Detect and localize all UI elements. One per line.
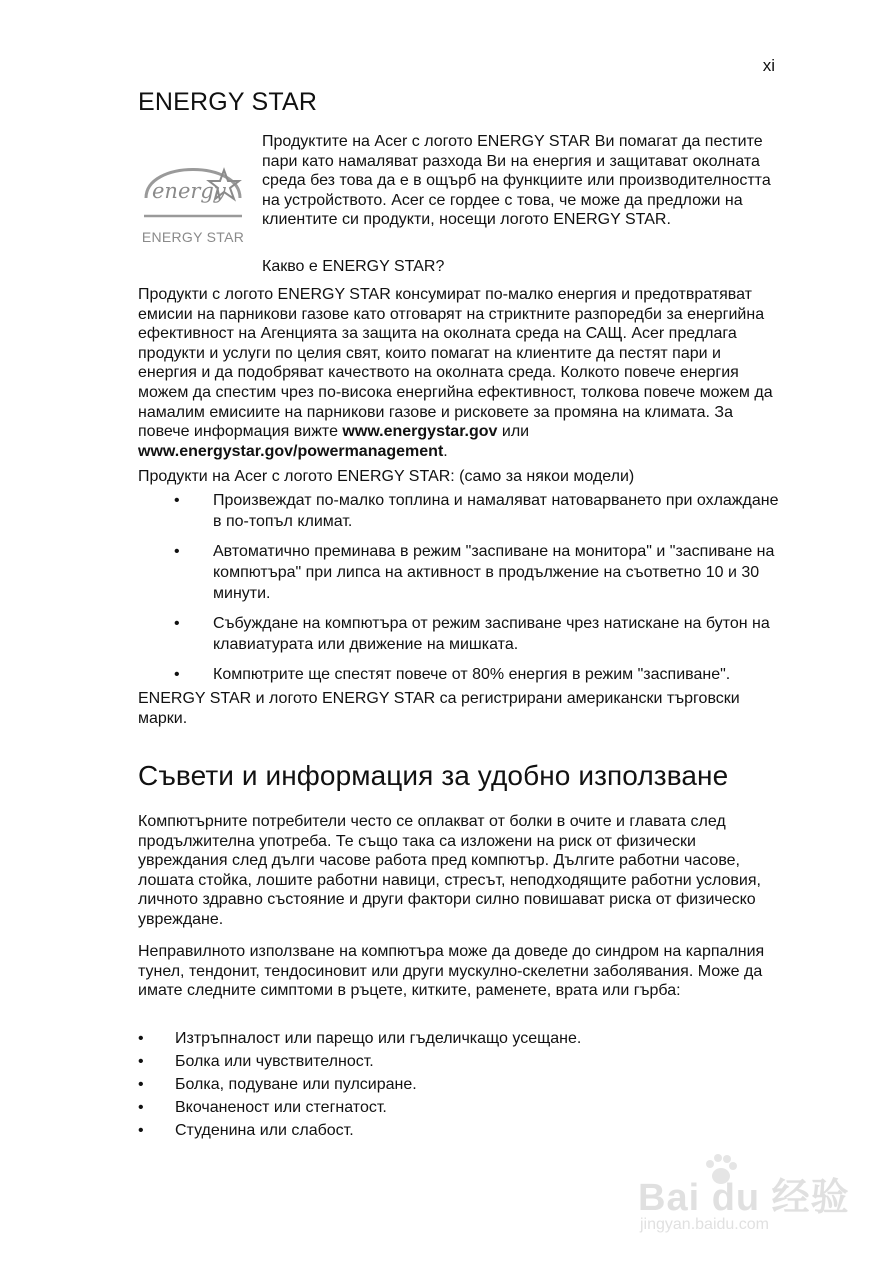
energy-star-question: Какво е ENERGY STAR? <box>262 258 445 275</box>
logo-script-text: energy <box>152 179 226 203</box>
list-item: • Автоматично преминава в режим "заспиване на монитора" и "заспиване на компютъра" при липса на активност в продължение на съответно 10 и 30 минути. <box>174 543 775 602</box>
comfort-para-2: Неправилното използване на компютъра може да доведе до синдром на карпалния тунел, тендонит, тендосиновит или други мускулно-скелетни заболявания. Може да имате следните симптоми в ръцете, китките, раменете, врата или гърба: <box>138 943 765 1000</box>
list-item: • Изтръпналост или парещо или гъделичкащо усещане. <box>138 1027 778 1050</box>
watermark-brand: Bai du 经验 <box>638 1177 850 1219</box>
trademark-note: ENERGY STAR и логото ENERGY STAR са регистрирани американски търговски марки. <box>138 690 740 727</box>
energy-star-bullet-list <box>174 490 784 694</box>
energy-star-intro: Продуктите на Acer с логото ENERGY STAR Ви помагат да пестите пари като намаляват разхода Ви на енергия и защитават околната среда без това да е в ощърб на функциите или производителността на устройството. Acer се гордее с това, че може да предложи на клиентите си продукти, носещи логото ENERGY STAR. <box>262 133 771 229</box>
list-item: • Произвеждат по-малко топлина и намаляват натоварването при охлаждане в по-топъл климат. <box>174 492 779 530</box>
bullet-icon: • <box>174 543 180 560</box>
bullet-icon: • <box>138 1053 144 1070</box>
section-title-comfort: Съвети и информация за удобно използване <box>138 760 729 791</box>
bullet-icon: • <box>138 1076 144 1093</box>
bullet-icon: • <box>138 1099 144 1116</box>
list-intro: Продукти на Acer с логото ENERGY STAR: (само за някои модели) <box>138 468 635 485</box>
symptom-bullet-list <box>138 1027 778 1142</box>
bullet-icon: • <box>174 492 180 509</box>
list-item: • Болка или чувствителност. <box>138 1050 778 1073</box>
list-item: • Събуждане на компютъра от режим заспиване чрез натискане на бутон на клавиатурата или движение на мишката. <box>174 615 770 653</box>
bullet-icon: • <box>174 666 180 683</box>
energy-star-body <box>138 285 778 461</box>
list-item: • Компютрите ще спестят повече от 80% енергия в режим "заспиване". <box>174 666 731 683</box>
bullet-icon: • <box>174 615 180 632</box>
list-item: • Вкочаненост или стегнатост. <box>138 1096 778 1119</box>
bullet-icon: • <box>138 1122 144 1139</box>
energy-star-logo-graphic <box>138 140 248 225</box>
link-joiner: или <box>501 423 530 441</box>
list-item: • Болка, подуване или пулсиране. <box>138 1073 778 1096</box>
section-title-energy-star: ENERGY STAR <box>138 88 318 116</box>
watermark-url: jingyan.baidu.com <box>640 1216 769 1233</box>
link-energystar[interactable]: www.energystar.gov <box>342 423 498 441</box>
page-number: xi <box>762 56 775 75</box>
baidu-watermark <box>638 1150 850 1242</box>
list-item: • Студенина или слабост. <box>138 1119 778 1142</box>
bullet-icon: • <box>138 1030 144 1047</box>
link-end: . <box>443 442 448 460</box>
energy-star-logo <box>138 140 248 245</box>
comfort-para-1: Компютърните потребители често се оплакват от болки в очите и главата след продължителна употреба. Те също така са изложени на риск от физически увреждания след дълги часове работа пред компютър. Дългите работни часове, лошата стойка, лошите работни навици, стресът, неподходящите работни условия, личното здравно състояние и други фактори силно повишават риска от физическо увреждане. <box>138 813 761 928</box>
body-text: Продукти с логото ENERGY STAR консумират по-малко енергия и предотвратяват емисии на парникови газове като отговарят на стриктните разпоредби за енергийна ефективност на Агенцията за защита на околната среда на САЩ. Acer предлага продукти и услуги по целия свят, които помагат на клиентите да пестят пари и енергия и да подобряват качеството на околната среда. Колкото повече енергия можем да спестим чрез по-висока енергийна ефективност, толкова повече можем да намалим емисиите на парникови газове и рисковете за промяна на климата. За повече информация вижте <box>138 286 773 441</box>
logo-caption: ENERGY STAR <box>141 229 245 245</box>
link-powermanagement[interactable]: www.energystar.gov/powermanagement <box>138 442 444 460</box>
